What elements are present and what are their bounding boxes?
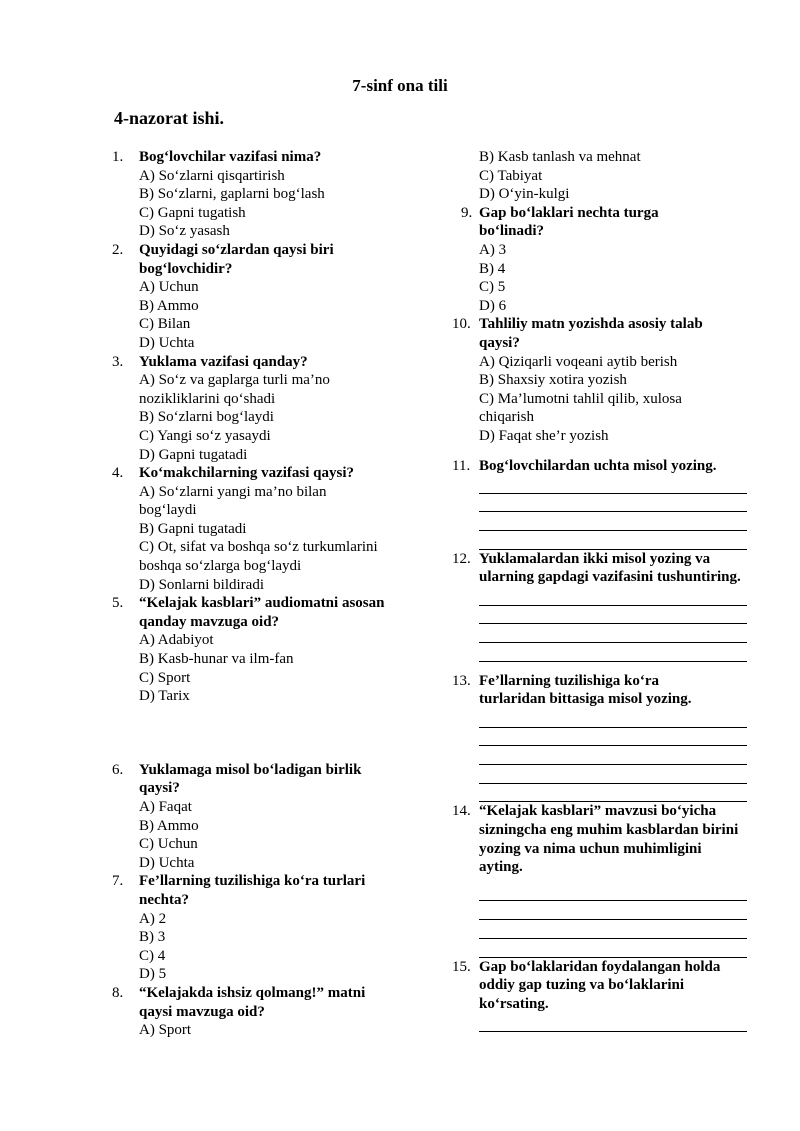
option-a: A) So‘zlarni yangi ma’no bilan bog‘laydi (139, 483, 327, 519)
answer-line[interactable] (479, 901, 747, 920)
option-b: B) Gapni tugatadi (139, 520, 247, 537)
question-text: Gap bo‘laklari nechta turga bo‘linadi? (479, 204, 659, 240)
answer-line[interactable] (479, 643, 747, 662)
question-6 (112, 761, 412, 873)
answer-line[interactable] (479, 784, 747, 803)
question-number: 2. (112, 241, 124, 258)
option-d: D) 5 (139, 966, 167, 983)
question-12 (452, 550, 748, 662)
option-c: C) Ot, sifat va boshqa so‘z turkumlarini boshqa so‘zlarga bog‘laydi (139, 539, 378, 575)
question-8 (112, 984, 412, 1040)
answer-line[interactable] (479, 475, 747, 494)
option-d: D) Uchta (139, 854, 195, 871)
option-d: D) Uchta (139, 334, 195, 351)
question-text: Yuklama vazifasi qanday? (139, 353, 308, 370)
question-13 (452, 672, 748, 803)
question-2 (112, 241, 412, 353)
option-b: B) 3 (139, 929, 166, 946)
option-d: D) 6 (479, 297, 507, 314)
option-d: D) Faqat she’r yozish (479, 427, 609, 444)
question-number: 4. (112, 465, 124, 482)
question-text: “Kelajakda ishsiz qolmang!” matni qaysi mavzuga oid? (139, 984, 366, 1020)
left-column (112, 148, 412, 1040)
option-d: D) So‘z yasash (139, 223, 230, 240)
question-number: 1. (112, 149, 124, 165)
answer-line[interactable] (479, 531, 747, 550)
right-column (452, 148, 748, 1032)
option-a: A) Qiziqarli voqeani aytib berish (479, 353, 678, 370)
question-number: 5. (112, 595, 124, 612)
question-15 (452, 958, 748, 1032)
option-b: B) So‘zlarni, gaplarni bog‘lash (139, 186, 325, 203)
question-number: 7. (112, 873, 124, 890)
question-number: 6. (112, 761, 124, 778)
question-9 (452, 204, 748, 316)
question-text: Fe’llarning tuzilishiga ko‘ra turlari nechta? (139, 873, 366, 908)
option-c: C) Yangi so‘z yasaydi (139, 427, 271, 444)
question-text: “Kelajak kasblari” mavzusi bo‘yicha sizningcha eng muhim kasblardan birini yozing va nima uchun muhimligini ayting. (479, 803, 739, 876)
question-text: Quyidagi so‘zlardan qaysi biri bog‘lovchidir? (139, 241, 334, 277)
question-text: Ko‘makchilarning vazifasi qaysi? (139, 465, 355, 482)
answer-line[interactable] (479, 765, 747, 784)
option-c: C) Tabiyat (479, 167, 543, 184)
option-d: D) Gapni tugatadi (139, 446, 248, 463)
question-7 (112, 872, 412, 984)
option-a: A) Uchun (139, 279, 199, 296)
option-a: A) Faqat (139, 799, 192, 815)
question-text: Tahliliy matn yozishda asosiy talab qaysi? (479, 316, 703, 351)
question-8-continued (452, 148, 748, 204)
option-b: B) Kasb-hunar va ilm-fan (139, 651, 294, 668)
question-text: Gap bo‘laklaridan foydalangan holda oddiy gap tuzing va bo‘laklarini ko‘rsating. (479, 958, 721, 1012)
test-subtitle: 4-nazorat ishi. (114, 108, 224, 128)
question-number: 9. (461, 204, 473, 221)
question-number: 13. (452, 672, 471, 689)
column-spacer (112, 706, 412, 761)
option-b: B) Ammo (139, 297, 199, 314)
option-a: A) So‘z va gaplarga turli ma’no nozikliklarini qo‘shadi (139, 372, 330, 407)
option-a: A) Adabiyot (139, 632, 214, 649)
option-d: D) Tarix (139, 688, 190, 705)
option-b: B) Ammo (139, 817, 199, 834)
option-b: B) 4 (479, 260, 506, 277)
option-c: C) Bilan (139, 316, 191, 333)
answer-line[interactable] (479, 587, 747, 606)
answer-line[interactable] (479, 920, 747, 939)
question-text: Bog‘lovchilar vazifasi nima? (139, 149, 322, 165)
option-d: D) O‘yin-kulgi (479, 186, 570, 203)
question-5 (112, 594, 412, 706)
option-d: D) Sonlarni bildiradi (139, 576, 264, 593)
question-11 (452, 457, 748, 550)
question-text: Bog‘lovchilardan uchta misol yozing. (479, 457, 717, 474)
answer-line[interactable] (479, 1013, 747, 1032)
answer-line[interactable] (479, 709, 747, 728)
option-c: C) Sport (139, 669, 191, 686)
question-text: Yuklamaga misol bo‘ladigan birlik qaysi? (139, 761, 362, 797)
option-a: A) Sport (139, 1022, 192, 1039)
page-title: 7-sinf ona tili (352, 76, 448, 95)
option-b: B) Shaxsiy xotira yozish (479, 372, 627, 389)
question-number: 8. (112, 984, 124, 1001)
option-c: C) 5 (479, 279, 506, 296)
option-c: C) Gapni tugatish (139, 204, 246, 221)
option-c: C) Uchun (139, 836, 198, 853)
question-number: 12. (452, 550, 471, 567)
answer-line[interactable] (479, 512, 747, 531)
question-number: 14. (452, 803, 471, 820)
question-number: 11. (452, 457, 471, 474)
question-3 (112, 353, 412, 465)
question-text: Fe’llarning tuzilishiga ko‘ra turlaridan bittasiga misol yozing. (479, 672, 692, 708)
option-a: A) So‘zlarni qisqartirish (139, 167, 285, 184)
question-4 (112, 464, 412, 594)
option-a: A) 3 (479, 241, 507, 258)
answer-line[interactable] (479, 746, 747, 765)
answer-line[interactable] (479, 606, 747, 625)
option-c: C) Ma’lumotni tahlil qilib, xulosa chiqarish (479, 390, 682, 426)
question-text: “Kelajak kasblari” audiomatni asosan qanday mavzuga oid? (139, 595, 385, 630)
question-number: 3. (112, 353, 124, 370)
option-a: A) 2 (139, 910, 167, 927)
column-spacer (452, 446, 748, 457)
question-number: 15. (452, 958, 471, 975)
answer-line[interactable] (479, 883, 747, 902)
answer-line[interactable] (479, 624, 747, 643)
option-b: B) So‘zlarni bog‘laydi (139, 409, 274, 426)
option-b: B) Kasb tanlash va mehnat (479, 149, 641, 165)
question-14 (452, 802, 748, 957)
column-spacer (452, 662, 748, 672)
answer-line[interactable] (479, 728, 747, 747)
answer-line[interactable] (479, 494, 747, 513)
question-text: Yuklamalardan ikki misol yozing va ularning gapdagi vazifasini tushuntiring. (479, 550, 741, 586)
question-10 (452, 315, 748, 445)
question-1 (112, 148, 412, 241)
option-c: C) 4 (139, 947, 166, 964)
question-number: 10. (452, 316, 471, 333)
answer-line[interactable] (479, 939, 747, 958)
